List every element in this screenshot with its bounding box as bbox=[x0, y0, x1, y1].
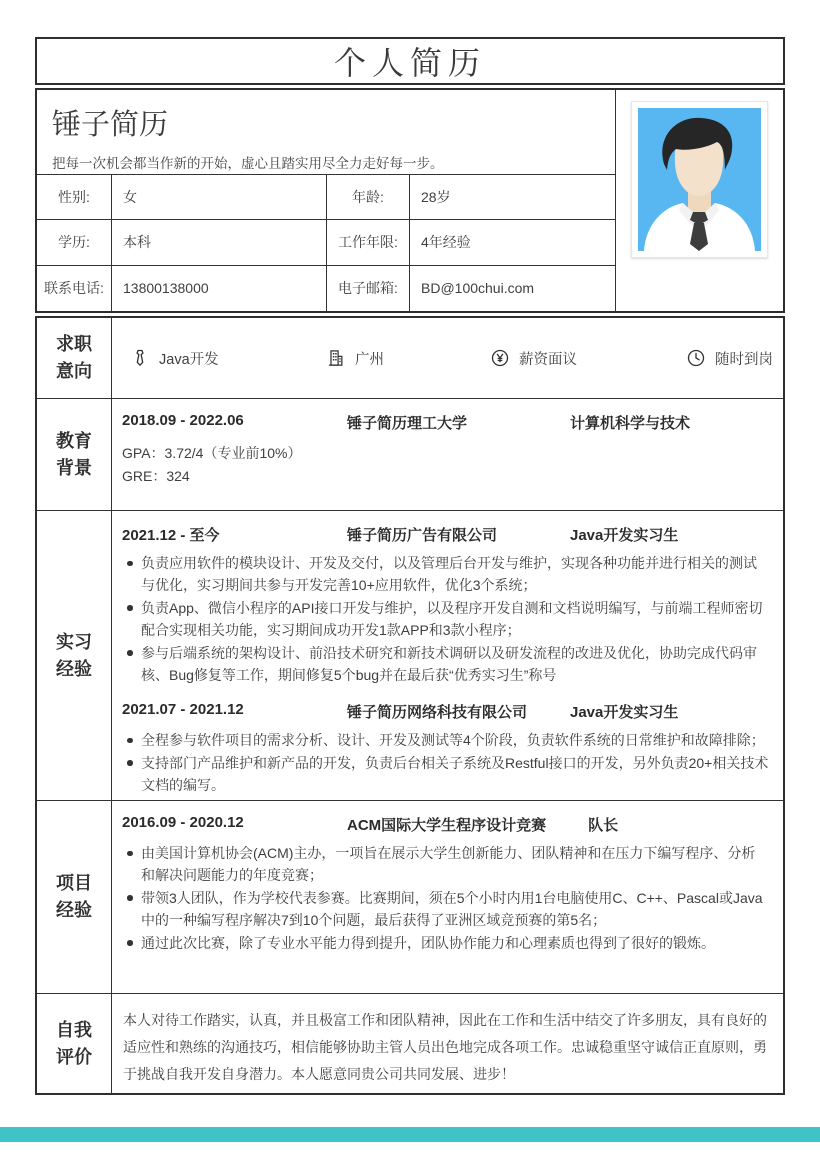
info-value-age: 28岁 bbox=[410, 175, 615, 220]
info-value-gender: 女 bbox=[112, 175, 327, 220]
section-self-evaluation bbox=[37, 994, 783, 1093]
internship-bullets bbox=[122, 552, 769, 686]
info-label-gender: 性别: bbox=[37, 175, 112, 220]
bullet-item: 负责应用软件的模块设计、开发及交付，以及管理后台开发与维护，实现各种功能并进行相关的测试与优化，实习期间共参与开发完善10+应用软件，优化3个系统； bbox=[122, 552, 769, 597]
header-section bbox=[35, 88, 785, 313]
self-evaluation-text: 本人对待工作踏实，认真，并且极富工作和团队精神，因此在工作和生活中结交了许多朋友，具有良好的适应性和熟练的沟通技巧，相信能够协助主管人员出色地完成各项工作。忠诚稳重坚守诚信正直原则，勇于挑战自我开发自身潜力。本人愿意同贵公司共同发展、进步！ bbox=[123, 1012, 767, 1082]
education-details bbox=[122, 442, 769, 488]
bullet-item: 参与后端系统的架构设计、前沿技术研究和新技术调研以及研发流程的改进及优化，协助完成代码审核、Bug修复等工作，期间修复5个bug并在最后获“优秀实习生”称号 bbox=[122, 642, 769, 687]
avatar bbox=[631, 101, 768, 258]
info-value-email: BD@100chui.com bbox=[421, 280, 535, 297]
bullet-item: 支持部门产品维护和新产品的开发，负责后台相关子系统及Restful接口的开发，另外负责20+相关技术文档的编写。 bbox=[122, 752, 769, 797]
avatar-illustration bbox=[638, 108, 761, 251]
salary-icon bbox=[490, 348, 510, 368]
footer-accent-bar bbox=[0, 1127, 820, 1142]
education-gpa: GPA：3.72/4（专业前10%） bbox=[122, 445, 302, 461]
bullet-item: 全程参与软件项目的需求分析、设计、开发及测试等4个阶段，负责软件系统的日常维护和故障排除； bbox=[122, 729, 769, 751]
education-period: 2018.09 - 2022.06 bbox=[122, 412, 244, 429]
info-label-degree: 学历: bbox=[37, 220, 112, 265]
candidate-tagline: 把每一次机会都当作新的开始，虚心且踏实用尽全力走好每一步。 bbox=[52, 156, 444, 171]
resume-title-bar bbox=[35, 37, 785, 85]
section-job-intent bbox=[37, 318, 783, 399]
education-gre: GRE：324 bbox=[122, 468, 190, 484]
clock-icon bbox=[686, 348, 706, 368]
internship-role: Java开发实习生 bbox=[570, 704, 679, 722]
section-label-education: 教育 背景 bbox=[37, 399, 112, 510]
project-period: 2016.09 - 2020.12 bbox=[122, 814, 244, 831]
internship-role: Java开发实习生 bbox=[570, 527, 679, 544]
intent-items bbox=[112, 318, 783, 398]
project-entry-header bbox=[122, 814, 769, 835]
basic-info-table bbox=[37, 174, 615, 311]
internship-entry bbox=[122, 701, 769, 796]
info-value-degree: 本科 bbox=[112, 220, 327, 265]
intent-city: 广州 bbox=[326, 348, 490, 369]
education-entry-header bbox=[122, 412, 769, 433]
section-internship bbox=[37, 511, 783, 801]
section-label-project: 项目 经验 bbox=[37, 801, 112, 993]
sections-table bbox=[35, 316, 785, 1095]
bullet-item: 由美国计算机协会(ACM)主办，一项旨在展示大学生创新能力、团队精神和在压力下编写程序、分析和解决问题能力的年度竞赛； bbox=[122, 842, 769, 887]
project-name: ACM国际大学生程序设计竞赛 bbox=[347, 817, 547, 834]
internship-period: 2021.07 - 2021.12 bbox=[122, 701, 244, 719]
internship-period: 2021.12 - 至今 bbox=[122, 527, 220, 544]
section-label-job-intent: 求职 意向 bbox=[37, 318, 112, 398]
intent-position: Java开发 bbox=[130, 348, 326, 369]
project-role: 队长 bbox=[588, 817, 619, 834]
info-label-age: 年龄: bbox=[327, 175, 410, 220]
info-label-email: 电子邮箱: bbox=[327, 266, 410, 311]
header-left bbox=[37, 90, 615, 311]
internship-company: 锤子简历网络科技有限公司 bbox=[347, 704, 528, 722]
education-major: 计算机科学与技术 bbox=[570, 415, 691, 432]
info-label-phone: 联系电话: bbox=[37, 266, 112, 311]
project-bullets bbox=[122, 842, 769, 954]
building-icon bbox=[326, 348, 346, 368]
bullet-item: 带领3人团队，作为学校代表参赛。比赛期间，须在5个小时内用1台电脑使用C、C++、Pascal或Java中的一种编写程序解决7到10个问题，最后获得了亚洲区域竞预赛的第5名； bbox=[122, 887, 769, 932]
intent-availability: 随时到岗 bbox=[686, 348, 783, 369]
info-label-experience-years: 工作年限: bbox=[327, 220, 410, 265]
education-school: 锤子简历理工大学 bbox=[347, 415, 468, 432]
internship-company: 锤子简历广告有限公司 bbox=[347, 527, 498, 544]
candidate-name: 锤子简历 bbox=[52, 109, 169, 141]
section-project bbox=[37, 801, 783, 994]
page-title: 个人简历 bbox=[333, 45, 486, 81]
internship-entry bbox=[122, 524, 769, 686]
intent-salary: 薪资面议 bbox=[490, 348, 686, 369]
info-value-phone: 13800138000 bbox=[112, 266, 327, 311]
section-label-self-evaluation: 自我 评价 bbox=[37, 994, 112, 1093]
info-value-experience-years: 4年经验 bbox=[410, 220, 615, 265]
bullet-item: 通过此次比赛，除了专业水平能力得到提升，团队协作能力和心理素质也得到了很好的锻炼。 bbox=[122, 932, 769, 954]
internship-bullets bbox=[122, 729, 769, 796]
tie-icon bbox=[130, 348, 150, 368]
section-education bbox=[37, 399, 783, 511]
photo-cell bbox=[615, 90, 783, 311]
name-block bbox=[37, 90, 615, 174]
bullet-item: 负责App、微信小程序的API接口开发与维护，以及程序开发自测和文档说明编写，与前端工程师密切配合实现相关功能，实习期间成功开发1款APP和3款小程序； bbox=[122, 597, 769, 642]
section-label-internship: 实习 经验 bbox=[37, 511, 112, 800]
